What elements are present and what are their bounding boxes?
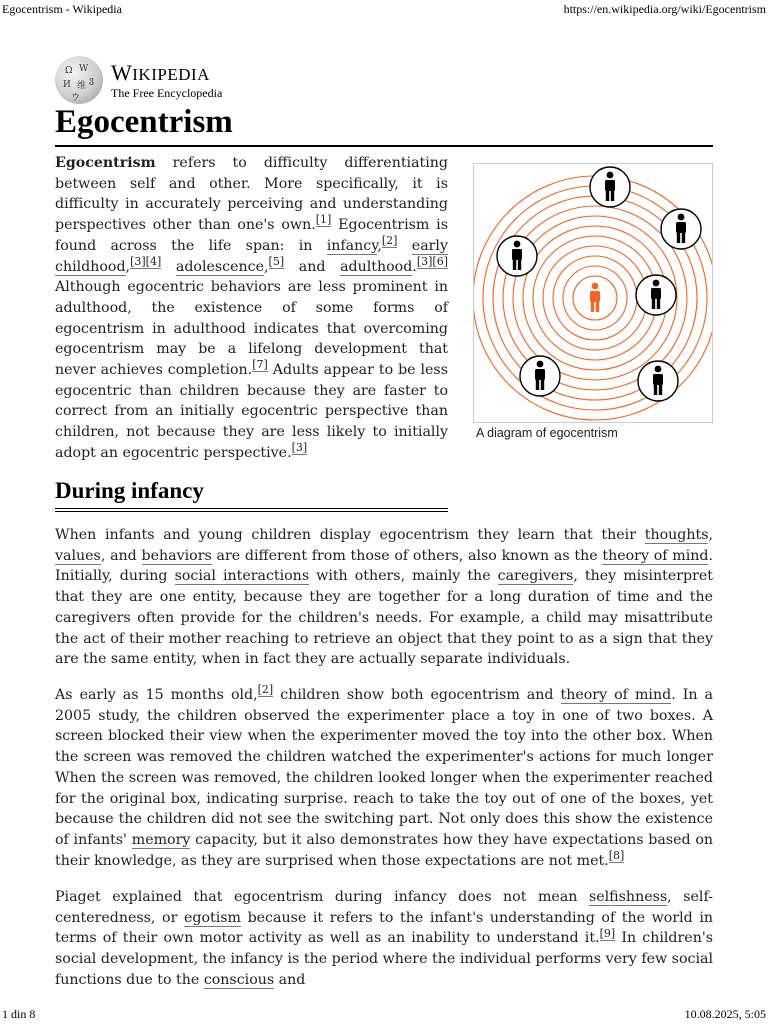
link-selfishness[interactable]: selfishness — [588, 889, 668, 905]
paragraph-1: When infants and young children display egocentrism they learn that their thoughts, values, and behaviors are different from those of others, also known as the theory of mind. Initially, during social interactions with others, mainly the caregivers, they misinterpret that they are one entity, because they are together for a long duration of time and the caregivers often provide for the children's needs. For example, a child may misattribute the act of their mother reaching to retrieve an object that they point to as a sign that they are the same entity, when in fact they are actually separate individuals. — [55, 527, 714, 668]
wikipedia-globe-icon: Ω W И 维 ვ ウ — [55, 56, 103, 104]
print-header-title: Egocentrism - Wikipedia — [2, 2, 122, 16]
wikipedia-wordmark: WIKIPEDIA — [111, 60, 210, 85]
link-theory-of-mind-2[interactable]: theory of mind — [560, 687, 672, 703]
ref-5[interactable]: [5] — [268, 254, 285, 268]
title-divider — [55, 145, 713, 147]
paragraph-3: Piaget explained that egocentrism during infancy does not mean selfishness, self-centeredness, or egotism because it refers to the infant's understanding of the world in terms of their own motor activity as well as an inability to understand it.[9] In children's social development, the infancy is the period where the individual performs very few social functions due to the conscious and — [55, 889, 714, 988]
egocentrism-diagram-svg — [474, 164, 712, 422]
ref-9[interactable]: [9] — [599, 926, 616, 940]
link-theory-of-mind[interactable]: theory of mind — [602, 547, 709, 564]
paragraph-2: As early as 15 months old,[2] children show both egocentrism and theory of mind. In a 2005 study, the children observed the experimenter place a toy in one of two boxes. A screen blocked their view when the experimenter moved the toy into the other box. When the screen was removed the children watched the experimenter's actions for much longer When the screen was removed, the children looked longer when the experimenter reached for the original box, indicating surprise. reach to take the toy out of one of the boxes, yet because the children did not see the switching part. Not only does this show the existence of infants' memory capacity, but it also demonstrates how they have expectations based on their knowledge, as they are surprised when those expectations are not met.[8] — [55, 683, 713, 869]
section-divider — [55, 508, 448, 512]
ref-3b[interactable]: [3] — [416, 254, 433, 268]
intro-paragraph: Egocentrism refers to difficulty differentiating between self and other. More specifically, it is difficulty in accurately perceiving and understanding perspectives other than one's own.[1] Egocentrism is found across the life span: in infancy,[2] early childhood,[3][4] adolescence,[5] and adulthood.[3][6] Although egocentric behaviors are less prominent in adulthood, the existence of some forms of egocentrism in adulthood indicates that overcoming egocentrism may be a lifelong development that never achieves completion.[7] Adults appear to be less egocentric than children because they are faster to correct from an initially egocentric perspective than children, not because they are less likely to initially adopt an egocentric perspective.[3] — [55, 155, 448, 461]
print-footer-datetime: 10.08.2025, 5:05 — [684, 1007, 766, 1021]
link-adolescence[interactable]: adolescence — [175, 258, 265, 275]
ref-2b[interactable]: [2] — [257, 683, 274, 697]
ref-4[interactable]: [4] — [145, 254, 162, 268]
link-early-childhood[interactable]: early childhood — [55, 237, 448, 275]
figure-caption: A diagram of egocentrism — [476, 426, 618, 440]
link-conscious[interactable]: conscious — [203, 971, 275, 988]
link-values[interactable]: values — [55, 547, 101, 564]
ref-3[interactable]: [3] — [130, 254, 146, 268]
ref-7[interactable]: [7] — [252, 358, 268, 372]
link-caregivers[interactable]: caregivers — [497, 568, 574, 585]
link-adulthood[interactable]: adulthood — [340, 258, 413, 275]
ref-8[interactable]: [8] — [608, 848, 625, 862]
self-person-icon — [590, 283, 600, 312]
ref-6[interactable]: [6] — [432, 254, 448, 268]
link-thoughts[interactable]: thoughts — [644, 527, 709, 543]
link-infancy[interactable]: infancy — [326, 237, 378, 254]
section-heading-during-infancy: During infancy — [55, 478, 204, 503]
intro-bold-term: Egocentrism — [55, 155, 156, 171]
page-title: Egocentrism — [55, 104, 233, 140]
ref-1[interactable]: [1] — [315, 213, 332, 227]
egocentrism-diagram[interactable] — [473, 163, 713, 423]
link-egotism[interactable]: egotism — [183, 909, 241, 926]
link-behaviors[interactable]: behaviors — [141, 547, 212, 564]
ref-2[interactable]: [2] — [381, 234, 398, 248]
print-header-url[interactable]: https://en.wikipedia.org/wiki/Egocentrism — [563, 2, 766, 16]
wikipedia-tagline: The Free Encyclopedia — [111, 86, 223, 100]
ref-3c[interactable]: [3] — [291, 441, 308, 455]
print-footer-page: 1 din 8 — [2, 1007, 36, 1021]
link-social-interactions[interactable]: social interactions — [174, 568, 310, 585]
print-footer — [2, 1007, 766, 1022]
print-header — [2, 2, 766, 17]
link-memory[interactable]: memory — [131, 831, 191, 848]
